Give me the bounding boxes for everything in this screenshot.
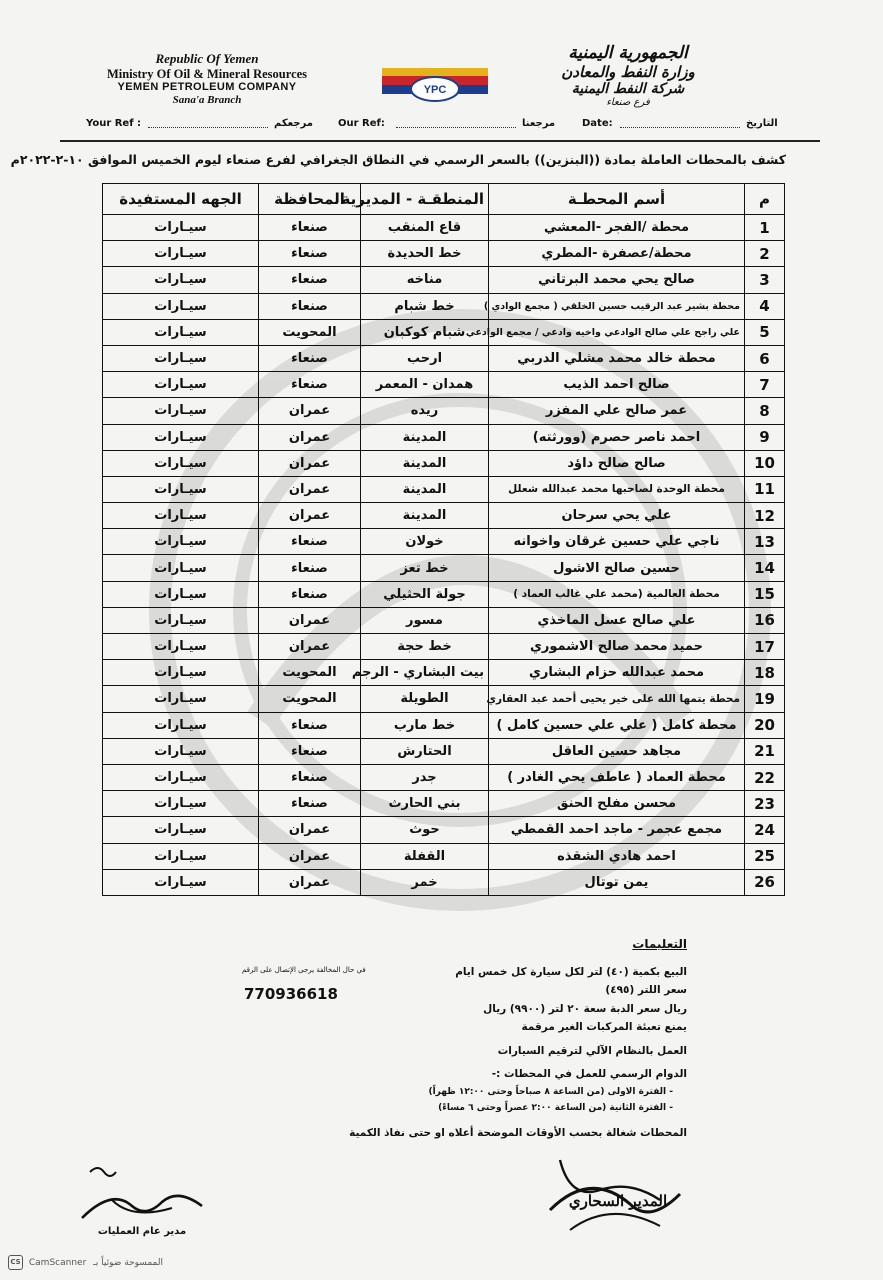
table-row [103,738,785,764]
station-number-cell: 9 [745,424,785,450]
station-governorate-cell: عمران [259,607,361,633]
station-number-cell: 6 [745,345,785,371]
station-governorate-cell: صنعاء [259,791,361,817]
station-beneficiary-cell: سيـارات [103,241,259,267]
station-area-cell: خط الحديدة [361,241,489,267]
table-row [103,607,785,633]
scanner-name: CamScanner [28,1258,87,1268]
right-signature-title: المدير السحاري [568,1192,668,1210]
table-row [103,791,785,817]
phone-note: في حال المخالفة يرجى الإتصال على الرقم [242,966,366,974]
station-name-cell: صالح احمد الذيب [489,372,745,398]
station-beneficiary-cell: سيـارات [103,607,259,633]
station-governorate-cell: صنعاء [259,345,361,371]
station-name-cell: علي راجح علي صالح الوادعي واخيه وادعي / مجمع الوادعي [489,319,745,345]
header-governorate: المحافظة [259,184,361,215]
station-beneficiary-cell: سيـارات [103,817,259,843]
table-row [103,241,785,267]
station-governorate-cell: المحويت [259,686,361,712]
our-ref-ar-label: مرجعنا [522,118,556,129]
station-name-cell: محطة يتمها الله على خير يحيى أحمد عبد العقاري [489,686,745,712]
station-area-cell: خط شبام [361,293,489,319]
station-governorate-cell: صنعاء [259,241,361,267]
station-number-cell: 19 [745,686,785,712]
station-beneficiary-cell: سيـارات [103,398,259,424]
station-beneficiary-cell: سيـارات [103,660,259,686]
station-governorate-cell: عمران [259,869,361,895]
date-field [620,118,740,128]
station-governorate-cell: عمران [259,476,361,502]
date-label: Date: [582,118,613,129]
table-row [103,869,785,895]
station-governorate-cell: صنعاء [259,372,361,398]
station-number-cell: 22 [745,764,785,790]
station-name-cell: علي صالح عسل الماخذي [489,607,745,633]
station-area-cell: بيت البشاري - الرجم [361,660,489,686]
station-name-cell: مجاهد حسين العاقل [489,738,745,764]
station-area-cell: خولان [361,529,489,555]
station-governorate-cell: صنعاء [259,738,361,764]
header-divider [60,140,820,142]
station-number-cell: 21 [745,738,785,764]
letterhead-en-branch: Sana'a Branch [172,93,242,106]
station-number-cell: 25 [745,843,785,869]
right-signature [540,1140,690,1250]
station-governorate-cell: عمران [259,424,361,450]
station-name-cell: محطة بشير عبد الرقيب حسين الخلقي ( مجمع الوادي ) [489,293,745,319]
station-name-cell: محطة العماد ( عاطف يحي الغادر ) [489,764,745,790]
table-row [103,712,785,738]
station-number-cell: 18 [745,660,785,686]
station-area-cell: خمر [361,869,489,895]
station-area-cell: جولة الحثيلي [361,581,489,607]
station-area-cell: ارحب [361,345,489,371]
station-beneficiary-cell: سيـارات [103,476,259,502]
instruction-line-6: الدوام الرسمي للعمل في المحطات :- [491,1068,687,1080]
station-governorate-cell: صنعاء [259,555,361,581]
station-number-cell: 16 [745,607,785,633]
letterhead-ar-branch: فرع صنعاء [606,96,650,108]
station-governorate-cell: صنعاء [259,529,361,555]
ypc-logo [380,62,490,108]
complaint-phone-number: 770936618 [244,985,338,1003]
station-area-cell: قاع المنقب [361,215,489,241]
station-beneficiary-cell: سيـارات [103,712,259,738]
station-beneficiary-cell: سيـارات [103,634,259,660]
header-area: المنطقـة - المديرية [361,184,489,215]
instruction-line-5: العمل بالنظام الآلي لترقيم السيارات [497,1045,687,1057]
letterhead-en-republic: Republic Of Yemen [155,51,259,66]
stations-table [102,183,785,896]
table-row [103,581,785,607]
station-governorate-cell: صنعاء [259,764,361,790]
station-governorate-cell: صنعاء [259,581,361,607]
letterhead-ar-company: شركة النفط اليمنية [571,80,685,97]
station-number-cell: 12 [745,503,785,529]
station-beneficiary-cell: سيـارات [103,843,259,869]
table-row [103,476,785,502]
table-body [103,215,785,896]
station-area-cell: بني الحارث [361,791,489,817]
scanner-arabic-label: الممسوحة ضوئياً بـ [93,1258,163,1268]
station-area-cell: شبام كوكبان [361,319,489,345]
table-row [103,843,785,869]
station-name-cell: محسن مفلح الحنق [489,791,745,817]
table-row [103,398,785,424]
instruction-line-8: - الفترة الثانية (من الساعة ٢:٠٠ عصراً وحتى ٦ مساءً) [438,1103,673,1113]
table-row [103,817,785,843]
station-name-cell: صالح يحي محمد البرتاني [489,267,745,293]
station-beneficiary-cell: سيـارات [103,345,259,371]
station-number-cell: 20 [745,712,785,738]
letterhead-arabic [523,44,733,108]
station-name-cell: محمد عبدالله حزام البشاري [489,660,745,686]
table-row [103,660,785,686]
station-area-cell: جدر [361,764,489,790]
station-governorate-cell: عمران [259,503,361,529]
station-governorate-cell: عمران [259,817,361,843]
scanner-footer [8,1255,163,1270]
station-beneficiary-cell: سيـارات [103,791,259,817]
station-name-cell: عمر صالح علي المفزر [489,398,745,424]
station-name-cell: حسين صالح الاشول [489,555,745,581]
station-area-cell: المدينة [361,450,489,476]
station-number-cell: 17 [745,634,785,660]
table-row [103,450,785,476]
instruction-line-9: المحطات شغالة بحسب الأوقات الموضحة أعلاه او حتى نفاذ الكمية [349,1127,687,1139]
station-governorate-cell: صنعاء [259,293,361,319]
station-number-cell: 10 [745,450,785,476]
your-ref-field [148,118,268,128]
station-name-cell: حميد محمد صالح الاشموري [489,634,745,660]
station-beneficiary-cell: سيـارات [103,319,259,345]
station-beneficiary-cell: سيـارات [103,764,259,790]
reference-line [86,118,786,136]
instruction-line-7: - الفترة الاولى (من الساعة ٨ صباحاً وحتى ١٢:٠٠ ظهراً) [428,1087,673,1097]
station-governorate-cell: صنعاء [259,267,361,293]
station-number-cell: 5 [745,319,785,345]
header-number: م [745,184,785,215]
header-beneficiary: الجهه المستفيدة [103,184,259,215]
station-name-cell: يمن توتال [489,869,745,895]
station-name-cell: علي يحي سرحان [489,503,745,529]
table-row [103,372,785,398]
station-name-cell: محطة /الفجر -المعشي [489,215,745,241]
instruction-line-1: البيع بكمية (٤٠) لتر لكل سيارة كل خمس ايام [455,966,687,978]
station-number-cell: 24 [745,817,785,843]
table-row [103,529,785,555]
letterhead-en-ministry: Ministry Of Oil & Mineral Resources [106,66,308,81]
station-beneficiary-cell: سيـارات [103,293,259,319]
instructions-heading: التعليمات [632,937,687,951]
station-beneficiary-cell: سيـارات [103,503,259,529]
table-row [103,215,785,241]
station-beneficiary-cell: سيـارات [103,267,259,293]
station-governorate-cell: المحويت [259,319,361,345]
table-row [103,267,785,293]
left-signature-title: مدير عام العمليات [97,1226,187,1237]
table-row [103,686,785,712]
station-name-cell: احمد ناصر حصرم (وورثته) [489,424,745,450]
station-governorate-cell: عمران [259,450,361,476]
station-governorate-cell: صنعاء [259,215,361,241]
instruction-line-2: سعر اللتر (٤٩٥) [605,984,687,996]
station-number-cell: 13 [745,529,785,555]
station-number-cell: 2 [745,241,785,267]
station-name-cell: احمد هادي الشقذه [489,843,745,869]
station-name-cell: محطة خالد محمد مشلي الدربي [489,345,745,371]
station-area-cell: الحتارش [361,738,489,764]
date-ar-label: التاريخ [746,118,778,129]
instruction-line-4: يمنع تعبئة المركبات الغير مرقمة [521,1021,687,1033]
letterhead-en-company: YEMEN PETROLEUM COMPANY [117,81,297,94]
station-name-cell: محطة الوحدة لصاحبها محمد عبدالله شعلل [489,476,745,502]
letterhead-ar-ministry: وزارة النفط والمعادن [561,62,695,81]
letterhead-english [62,52,352,107]
our-ref-field [396,118,516,128]
instruction-line-3: ريال سعر الدبة سعة ٢٠ لتر (٩٩٠٠) ريال [483,1003,687,1015]
station-area-cell: الطويلة [361,686,489,712]
station-area-cell: المدينة [361,503,489,529]
station-beneficiary-cell: سيـارات [103,215,259,241]
station-name-cell: ناجي علي حسين غرقان واخوانه [489,529,745,555]
station-number-cell: 8 [745,398,785,424]
station-area-cell: مسور [361,607,489,633]
station-number-cell: 7 [745,372,785,398]
station-number-cell: 15 [745,581,785,607]
table-header-row [103,184,785,215]
logo-text: YPC [423,84,447,96]
station-beneficiary-cell: سيـارات [103,372,259,398]
station-governorate-cell: المحويت [259,660,361,686]
station-governorate-cell: عمران [259,398,361,424]
station-area-cell: همدان - المعمر [361,372,489,398]
station-governorate-cell: عمران [259,634,361,660]
station-beneficiary-cell: سيـارات [103,738,259,764]
our-ref-label: Our Ref: [338,118,385,129]
table-row [103,764,785,790]
station-beneficiary-cell: سيـارات [103,424,259,450]
station-beneficiary-cell: سيـارات [103,869,259,895]
station-name-cell: صالح صالح داؤد [489,450,745,476]
station-name-cell: محطة/عصفرة -المطري [489,241,745,267]
table-row [103,424,785,450]
your-ref-ar-label: مرجعكم [274,118,313,129]
station-number-cell: 3 [745,267,785,293]
camscanner-icon: CS [8,1255,23,1270]
document-title: كشف بالمحطات العاملة بمادة ((البنزين)) بالسعر الرسمي في النطاق الجغرافي لفرع صنعاء ليوم الخميس الموافق ١٠-٢-٢٠٢٢م [10,152,786,167]
station-governorate-cell: صنعاء [259,712,361,738]
station-beneficiary-cell: سيـارات [103,450,259,476]
header-station-name: أسم المحطـة [489,184,745,215]
station-number-cell: 11 [745,476,785,502]
station-area-cell: خط حجة [361,634,489,660]
station-number-cell: 23 [745,791,785,817]
station-area-cell: حوث [361,817,489,843]
station-area-cell: المدينة [361,424,489,450]
station-governorate-cell: عمران [259,843,361,869]
station-beneficiary-cell: سيـارات [103,686,259,712]
letterhead-ar-republic: الجمهورية اليمنية [568,43,688,63]
station-name-cell: محطة العالمية (محمد علي غالب العماد ) [489,581,745,607]
station-number-cell: 14 [745,555,785,581]
station-area-cell: القفلة [361,843,489,869]
station-number-cell: 4 [745,293,785,319]
table-row [103,345,785,371]
station-area-cell: خط تعز [361,555,489,581]
table-row [103,319,785,345]
station-beneficiary-cell: سيـارات [103,555,259,581]
station-area-cell: خط مارب [361,712,489,738]
table-row [103,555,785,581]
your-ref-label: Your Ref : [86,118,142,129]
station-number-cell: 1 [745,215,785,241]
station-name-cell: محطة كامل ( علي علي حسين كامل ) [489,712,745,738]
station-beneficiary-cell: سيـارات [103,581,259,607]
station-name-cell: مجمع عجمر - ماجد احمد القمطي [489,817,745,843]
station-number-cell: 26 [745,869,785,895]
station-area-cell: المدينة [361,476,489,502]
table-row [103,634,785,660]
station-beneficiary-cell: سيـارات [103,529,259,555]
station-area-cell: مناخه [361,267,489,293]
table-row [103,293,785,319]
table-row [103,503,785,529]
station-area-cell: ريده [361,398,489,424]
left-signature [72,1160,212,1240]
